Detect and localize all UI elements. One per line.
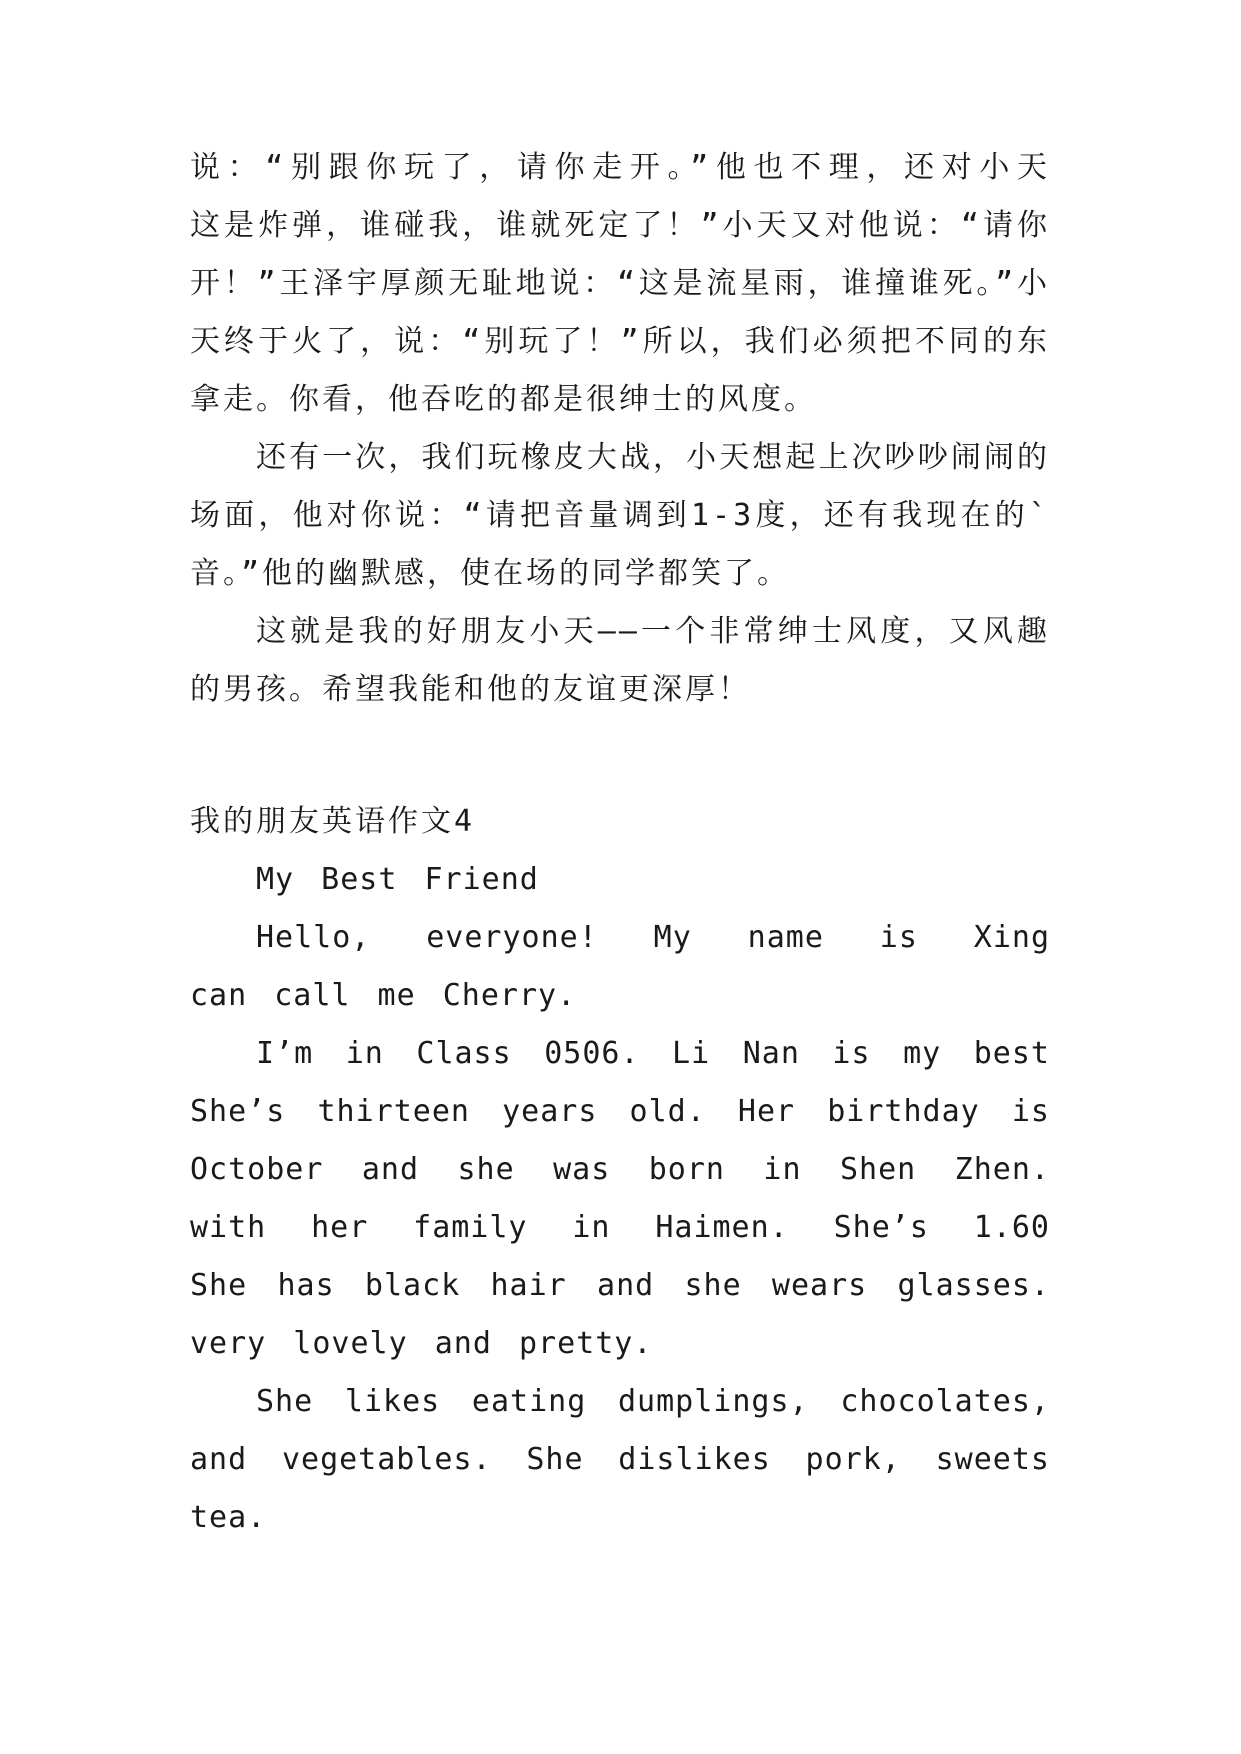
paragraph-line: 的男孩。希望我能和他的友谊更深厚！	[190, 672, 751, 707]
essay-paragraph-3	[190, 1373, 1050, 1547]
story-paragraph-1	[190, 139, 1050, 429]
paragraph-line: I’m in Class 0506. Li Nan is my best	[256, 1036, 1050, 1071]
paragraph-line: 场面，他对你说：“请把音量调到1-3度，还有我现在的`	[190, 498, 1050, 533]
paragraph-line: 拿走。你看，他吞吃的都是很绅士的风度。	[190, 382, 817, 417]
paragraph-line: She likes eating dumplings, chocolates,	[256, 1384, 1050, 1419]
paragraph-line: 这是炸弹，谁碰我，谁就死定了！”小天又对他说：“请你	[190, 208, 1050, 243]
story-paragraph-3	[190, 603, 1050, 719]
paragraph-line: 这就是我的好朋友小天——一个非常绅士风度，又风趣	[256, 614, 1050, 649]
paragraph-line: 开！”王泽宇厚颜无耻地说：“这是流星雨，谁撞谁死。”小	[190, 266, 1050, 301]
paragraph-line: 天终于火了，说：“别玩了！”所以，我们必须把不同的东	[190, 324, 1050, 359]
paragraph-line: 说：“别跟你玩了，请你走开。”他也不理，还对小天	[190, 150, 1050, 185]
english-essay-section	[190, 793, 1050, 1547]
paragraph-line: 还有一次，我们玩橡皮大战，小天想起上次吵吵闹闹的	[256, 440, 1050, 475]
paragraph-line: 音。”他的幽默感，使在场的同学都笑了。	[190, 556, 791, 591]
paragraph-line: very lovely and pretty.	[190, 1326, 653, 1361]
paragraph-line: Hello, everyone! My name is Xing	[256, 920, 1050, 955]
paragraph-line: She’s thirteen years old. Her birthday is	[190, 1094, 1050, 1129]
paragraph-line: October and she was born in Shen Zhen.	[190, 1152, 1050, 1187]
paragraph-line: She has black hair and she wears glasses.	[190, 1268, 1050, 1303]
essay-paragraph-2	[190, 1025, 1050, 1373]
paragraph-line: and vegetables. She dislikes pork, sweets	[190, 1442, 1050, 1477]
essay-heading: 我的朋友英语作文4	[190, 804, 476, 839]
paragraph-line: with her family in Haimen. She’s 1.60	[190, 1210, 1050, 1245]
paragraph-line: can call me Cherry.	[190, 978, 577, 1013]
essay-paragraph-1	[190, 909, 1050, 1025]
story-paragraph-2	[190, 429, 1050, 603]
chinese-story-section	[190, 139, 1050, 719]
essay-title: My Best Friend	[256, 862, 539, 897]
paragraph-line: tea.	[190, 1500, 267, 1535]
